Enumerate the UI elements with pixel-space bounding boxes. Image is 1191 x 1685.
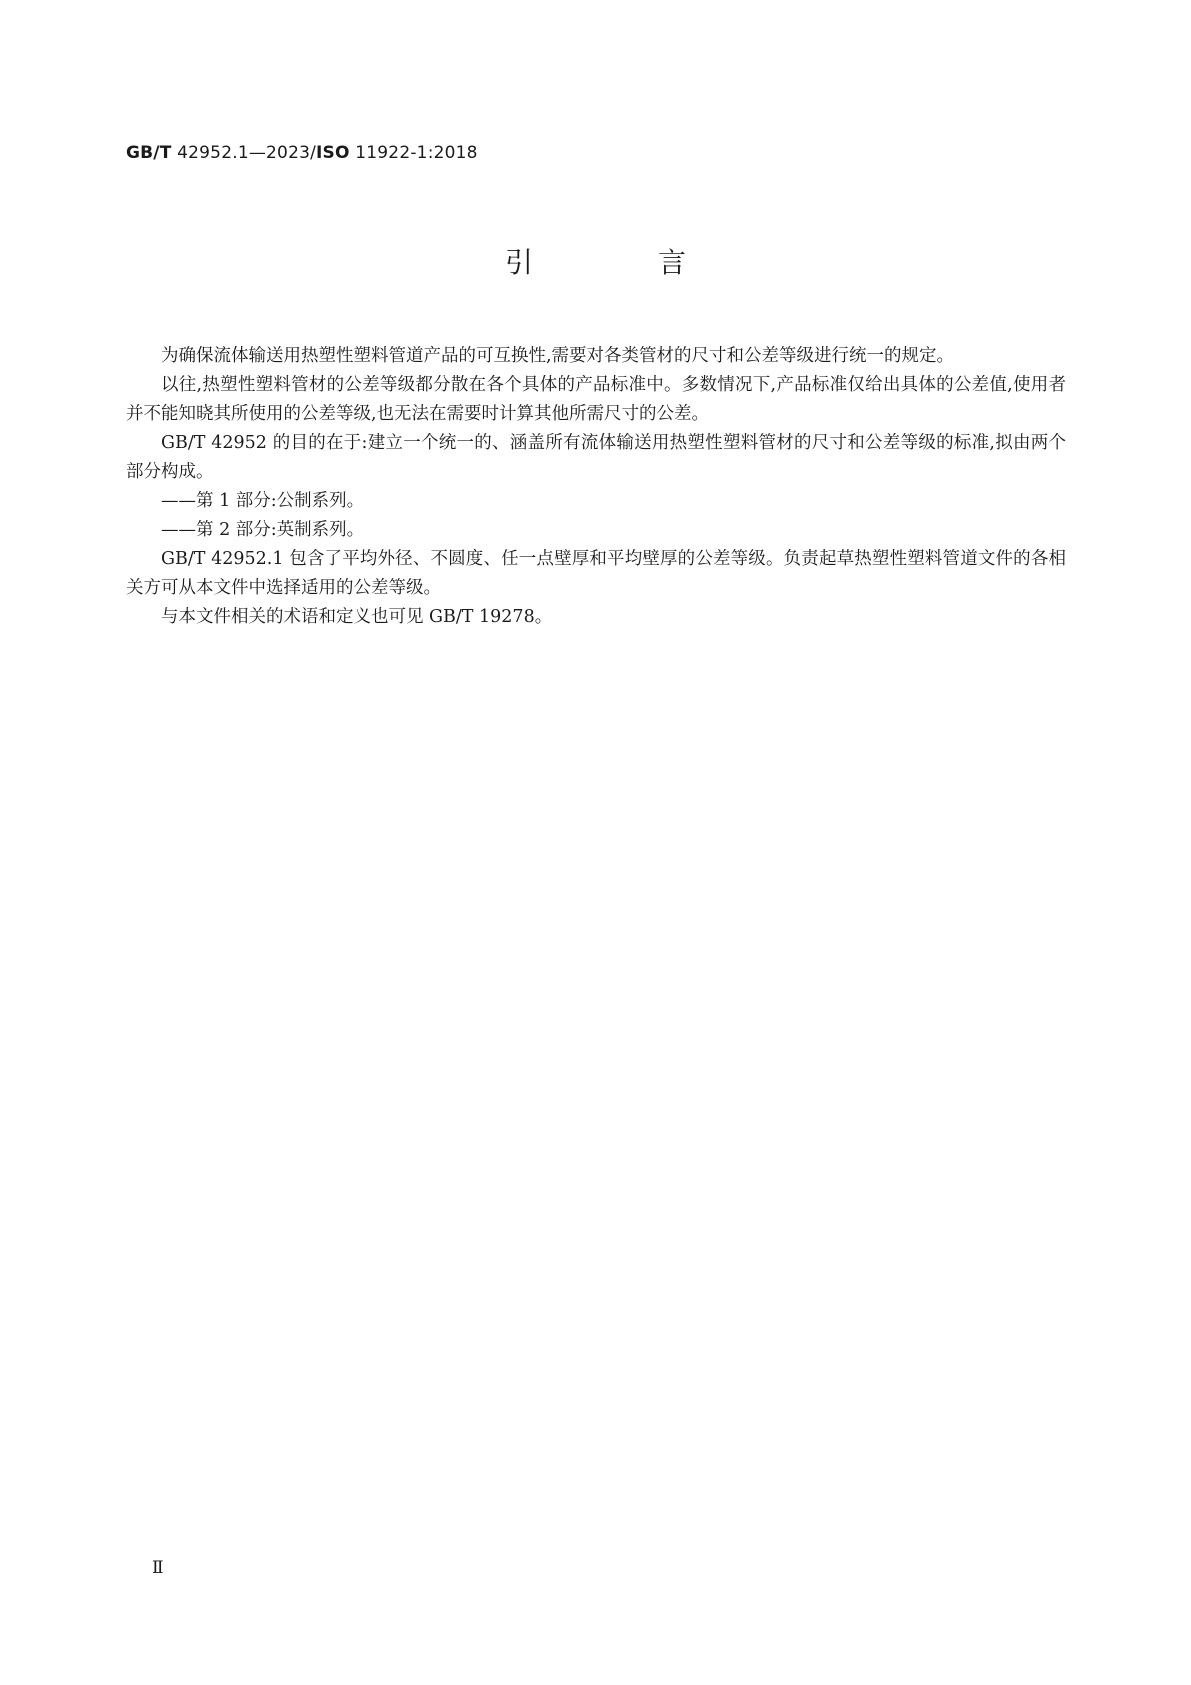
standard-code-number: 42952.1—2023/ bbox=[171, 143, 317, 163]
page-number: Ⅱ bbox=[152, 1558, 164, 1578]
list-item: ——第 1 部分:公制系列。 bbox=[161, 491, 365, 511]
introduction-body bbox=[126, 342, 1066, 632]
standard-code-header bbox=[126, 142, 478, 164]
standard-code-iso: ISO bbox=[316, 143, 350, 163]
standard-code-iso-number: 11922-1:2018 bbox=[349, 143, 478, 163]
paragraph: 与本文件相关的术语和定义也可见 GB/T 19278。 bbox=[161, 607, 553, 627]
paragraph: GB/T 42952.1 包含了平均外径、不圆度、任一点壁厚和平均壁厚的公差等级。负责起草热塑性塑料管道文件的各相关方可从本文件中选择适用的公差等级。 bbox=[126, 549, 1066, 598]
section-title: 引 言 bbox=[505, 246, 744, 279]
paragraph: 为确保流体输送用热塑性塑料管道产品的可互换性,需要对各类管材的尺寸和公差等级进行统一的规定。 bbox=[161, 346, 955, 366]
list-item: ——第 2 部分:英制系列。 bbox=[161, 520, 365, 540]
paragraph: 以往,热塑性塑料管材的公差等级都分散在各个具体的产品标准中。多数情况下,产品标准仅给出具体的公差值,使用者并不能知晓其所使用的公差等级,也无法在需要时计算其他所需尺寸的公差。 bbox=[126, 375, 1066, 424]
paragraph: GB/T 42952 的目的在于:建立一个统一的、涵盖所有流体输送用热塑性塑料管材的尺寸和公差等级的标准,拟由两个部分构成。 bbox=[126, 433, 1066, 482]
standard-code-prefix: GB/T bbox=[126, 143, 172, 163]
